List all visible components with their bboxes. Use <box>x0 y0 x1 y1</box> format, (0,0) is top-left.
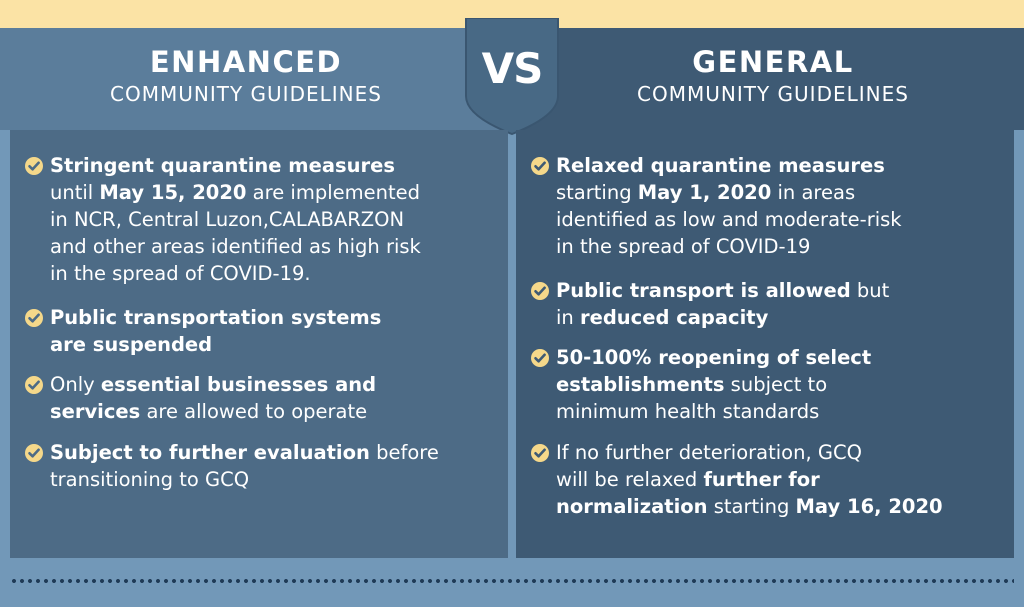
guideline-bold-text: essential businesses and <box>100 373 377 396</box>
guideline-line <box>50 466 520 493</box>
left-guideline-item <box>10 152 520 287</box>
guideline-text: in the spread of COVID-19. <box>50 262 311 285</box>
check-circle-icon <box>531 349 549 367</box>
check-circle-icon <box>25 444 43 462</box>
guideline-bold-text: Public transportation systems <box>50 306 382 329</box>
guideline-line <box>556 398 1024 425</box>
guideline-line <box>556 493 1024 520</box>
vs-label: VS <box>481 44 543 93</box>
guideline-text: and other areas identified as high risk <box>50 235 421 258</box>
guideline-bold-text: Public transport is allowed <box>556 279 851 302</box>
guideline-line <box>50 304 520 331</box>
left-guideline-item <box>10 439 520 493</box>
right-guideline-item <box>516 439 1024 520</box>
guideline-line <box>50 260 520 287</box>
guideline-bold-text: normalization <box>556 495 708 518</box>
general-title: GENERAL <box>692 45 854 79</box>
guideline-bold-text: 50-100% reopening of select <box>556 346 872 369</box>
guideline-text: starting <box>556 181 638 204</box>
guideline-text: minimum health standards <box>556 400 820 423</box>
guideline-bold-text: Subject to further evaluation <box>50 441 370 464</box>
guideline-line <box>50 152 520 179</box>
guideline-text: before <box>369 441 439 464</box>
general-header <box>512 28 1024 130</box>
check-circle-icon <box>531 444 549 462</box>
enhanced-header <box>0 28 512 130</box>
left-guideline-item <box>10 304 520 358</box>
guideline-line <box>556 466 1024 493</box>
guideline-bold-text: Stringent quarantine measures <box>50 154 395 177</box>
guideline-line <box>556 439 1024 466</box>
guideline-bold-text: reduced capacity <box>579 306 769 329</box>
check-circle-icon <box>25 376 43 394</box>
guideline-bold-text: May 16, 2020 <box>795 495 943 518</box>
guideline-line <box>556 371 1024 398</box>
left-guideline-item <box>10 371 520 425</box>
guideline-line <box>556 277 1024 304</box>
dotted-divider <box>10 579 1014 583</box>
guideline-bold-text: are suspended <box>50 333 213 356</box>
guideline-bold-text: May 1, 2020 <box>637 181 772 204</box>
guideline-line <box>50 371 520 398</box>
guideline-text: subject to <box>724 373 828 396</box>
check-circle-icon <box>531 157 549 175</box>
guideline-line <box>556 206 1024 233</box>
guideline-text: until <box>50 181 100 204</box>
guideline-text: but <box>850 279 890 302</box>
guideline-line <box>50 398 520 425</box>
general-panel <box>516 130 1014 558</box>
guideline-line <box>50 206 520 233</box>
guideline-text: are implemented <box>246 181 420 204</box>
guideline-bold-text: Relaxed quarantine measures <box>556 154 885 177</box>
guideline-text: identified as low and moderate-risk <box>556 208 902 231</box>
guideline-bold-text: services <box>50 400 141 423</box>
general-subtitle: COMMUNITY GUIDELINES <box>637 82 909 106</box>
guideline-line <box>556 344 1024 371</box>
check-circle-icon <box>25 309 43 327</box>
guideline-line <box>556 233 1024 260</box>
right-guideline-item <box>516 344 1024 425</box>
guideline-line <box>556 304 1024 331</box>
enhanced-title: ENHANCED <box>149 45 343 79</box>
guideline-text: Only <box>50 373 101 396</box>
guideline-line <box>50 233 520 260</box>
guideline-text: If no further deterioration, GCQ <box>556 441 862 464</box>
guideline-bold-text: establishments <box>556 373 725 396</box>
guideline-line <box>50 331 520 358</box>
enhanced-panel <box>10 130 508 558</box>
guideline-text: in NCR, Central Luzon,CALABARZON <box>50 208 405 231</box>
right-guideline-item <box>516 277 1024 331</box>
guideline-text: in areas <box>771 181 856 204</box>
guideline-bold-text: May 15, 2020 <box>99 181 247 204</box>
guideline-text: are allowed to operate <box>140 400 368 423</box>
right-guideline-item <box>516 152 1024 260</box>
check-circle-icon <box>531 282 549 300</box>
guideline-text: in the spread of COVID-19 <box>556 235 811 258</box>
guideline-text: starting <box>707 495 796 518</box>
guideline-line <box>556 152 1024 179</box>
guideline-text: will be relaxed <box>556 468 704 491</box>
guideline-line <box>556 179 1024 206</box>
guideline-bold-text: further for <box>703 468 820 491</box>
enhanced-subtitle: COMMUNITY GUIDELINES <box>110 82 382 106</box>
guideline-line <box>50 439 520 466</box>
guideline-text: transitioning to GCQ <box>50 468 250 491</box>
guideline-text: in <box>556 306 580 329</box>
guideline-line <box>50 179 520 206</box>
check-circle-icon <box>25 157 43 175</box>
